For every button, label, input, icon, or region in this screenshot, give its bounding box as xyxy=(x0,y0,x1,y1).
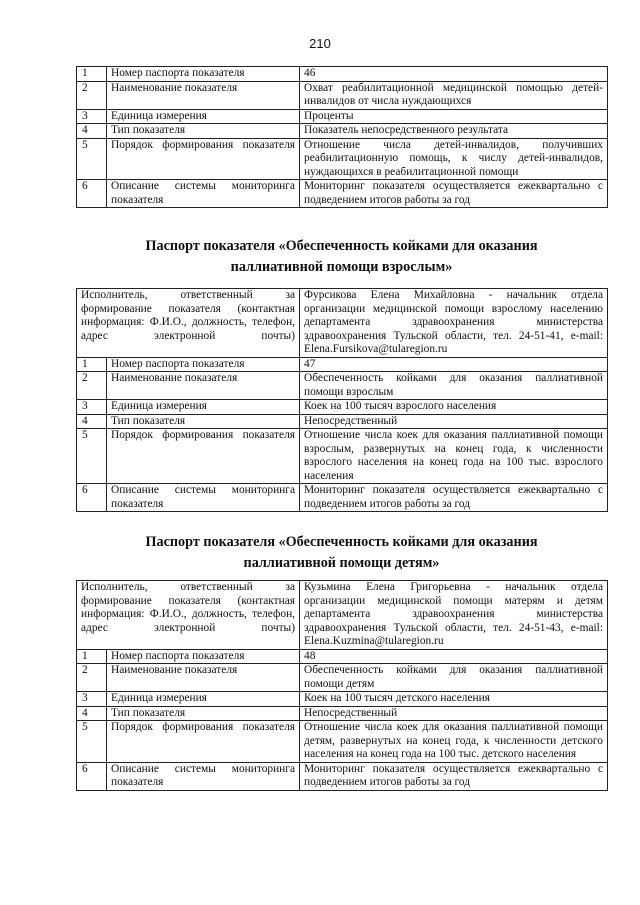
table-row xyxy=(77,484,608,512)
table-row xyxy=(77,664,608,692)
row-number: 1 xyxy=(77,649,107,664)
heading-line: Паспорт показателя «Обеспеченность койками для оказания xyxy=(145,238,538,254)
row-value: 46 xyxy=(300,67,608,82)
row-label: Тип показателя xyxy=(107,706,300,721)
page-number: 210 xyxy=(309,36,331,51)
indicator-table-48 xyxy=(76,580,608,791)
row-number: 3 xyxy=(77,109,107,124)
row-value: 48 xyxy=(300,649,608,664)
row-number: 5 xyxy=(77,138,107,180)
row-value: Проценты xyxy=(300,109,608,124)
heading-line: Паспорт показателя «Обеспеченность койками для оказания xyxy=(145,534,538,550)
row-label: Описание системы мониторинга показателя xyxy=(107,180,300,208)
row-label: Порядок формирования показателя xyxy=(107,721,300,763)
row-number: 6 xyxy=(77,762,107,790)
row-label: Порядок формирования показателя xyxy=(107,429,300,484)
table-row xyxy=(77,581,608,650)
table-row xyxy=(77,400,608,415)
row-label: Наименование показателя xyxy=(107,664,300,692)
row-value: Коек на 100 тысяч взрослого населения xyxy=(300,400,608,415)
row-value: Непосредственный xyxy=(300,706,608,721)
row-number: 2 xyxy=(77,372,107,400)
row-value: Показатель непосредственного результата xyxy=(300,124,608,139)
table-row xyxy=(77,721,608,763)
row-number: 1 xyxy=(77,357,107,372)
row-number: 6 xyxy=(77,484,107,512)
row-value: Охват реабилитационной медицинской помощью детей-инвалидов от числа нуждающихся xyxy=(300,81,608,109)
section-heading xyxy=(76,236,607,278)
row-label: Наименование показателя xyxy=(107,81,300,109)
row-number: 1 xyxy=(77,67,107,82)
table-row xyxy=(77,357,608,372)
table-row xyxy=(77,67,608,82)
table-row xyxy=(77,109,608,124)
row-label: Описание системы мониторинга показателя xyxy=(107,762,300,790)
row-value: Обеспеченность койками для оказания паллиативной помощи детям xyxy=(300,664,608,692)
row-number: 3 xyxy=(77,692,107,707)
table-row xyxy=(77,692,608,707)
row-value: 47 xyxy=(300,357,608,372)
indicator-table-46 xyxy=(76,66,608,208)
row-label: Наименование показателя xyxy=(107,372,300,400)
row-label: Единица измерения xyxy=(107,400,300,415)
row-value: Обеспеченность койками для оказания паллиативной помощи взрослым xyxy=(300,372,608,400)
row-number: 4 xyxy=(77,414,107,429)
row-number: 2 xyxy=(77,81,107,109)
row-label: Единица измерения xyxy=(107,692,300,707)
table-row xyxy=(77,372,608,400)
row-label: Порядок формирования показателя xyxy=(107,138,300,180)
table-row xyxy=(77,706,608,721)
row-label: Номер паспорта показателя xyxy=(107,357,300,372)
table-row xyxy=(77,289,608,358)
executor-label: Исполнитель, ответственный за формирование показателя (контактная информация: Ф.И.О., должность, телефон, адрес электронной почты) xyxy=(77,289,300,358)
table-row xyxy=(77,81,608,109)
indicator-table-47 xyxy=(76,288,608,512)
row-value: Отношение числа коек для оказания паллиативной помощи детям, развернутых на конец года, к численности детского населения на конец года на 100 тыс. детского населения xyxy=(300,721,608,763)
row-value: Непосредственный xyxy=(300,414,608,429)
table-row xyxy=(77,649,608,664)
heading-line: паллиативной помощи детям» xyxy=(243,555,440,571)
row-number: 4 xyxy=(77,706,107,721)
row-number: 5 xyxy=(77,721,107,763)
row-value: Отношение числа детей-инвалидов, получивших реабилитационную помощь, к числу детей-инвалидов, нуждающихся в реабилитационной помощи xyxy=(300,138,608,180)
row-value: Отношение числа коек для оказания паллиативной помощи взрослым, развернутых на конец года, к численности взрослого населения на конец года на 100 тыс. взрослого населения xyxy=(300,429,608,484)
executor-label: Исполнитель, ответственный за формирование показателя (контактная информация: Ф.И.О., должность, телефон, адрес электронной почты) xyxy=(77,581,300,650)
row-label: Тип показателя xyxy=(107,124,300,139)
table-row xyxy=(77,762,608,790)
row-value: Мониторинг показателя осуществляется ежеквартально с подведением итогов работы за год xyxy=(300,180,608,208)
heading-line: паллиативной помощи взрослым» xyxy=(230,259,453,275)
row-label: Единица измерения xyxy=(107,109,300,124)
table-row xyxy=(77,138,608,180)
row-number: 5 xyxy=(77,429,107,484)
row-label: Номер паспорта показателя xyxy=(107,67,300,82)
row-number: 3 xyxy=(77,400,107,415)
row-label: Описание системы мониторинга показателя xyxy=(107,484,300,512)
row-value: Мониторинг показателя осуществляется ежеквартально с подведением итогов работы за год xyxy=(300,762,608,790)
row-value: Мониторинг показателя осуществляется ежеквартально с подведением итогов работы за год xyxy=(300,484,608,512)
table-row xyxy=(77,124,608,139)
executor-value: Кузьмина Елена Григорьевна - начальник отдела организации медицинской помощи матерям и детям департамента здравоохранения министерства здравоохранения Тульской области, тел. 24-51-43, e-mail: Elena.Kuzmina@tularegion.ru xyxy=(300,581,608,650)
table-row xyxy=(77,180,608,208)
row-number: 4 xyxy=(77,124,107,139)
executor-value: Фурсикова Елена Михайловна - начальник отдела организации медицинской помощи взрослому населению департамента здравоохранения министерства здравоохранения Тульской области, тел. 24-51-41, e-mail: Elena.Fursikova@tularegion.ru xyxy=(300,289,608,358)
row-label: Номер паспорта показателя xyxy=(107,649,300,664)
row-value: Коек на 100 тысяч детского населения xyxy=(300,692,608,707)
row-number: 6 xyxy=(77,180,107,208)
table-row xyxy=(77,429,608,484)
row-label: Тип показателя xyxy=(107,414,300,429)
row-number: 2 xyxy=(77,664,107,692)
section-heading xyxy=(76,532,607,574)
table-row xyxy=(77,414,608,429)
